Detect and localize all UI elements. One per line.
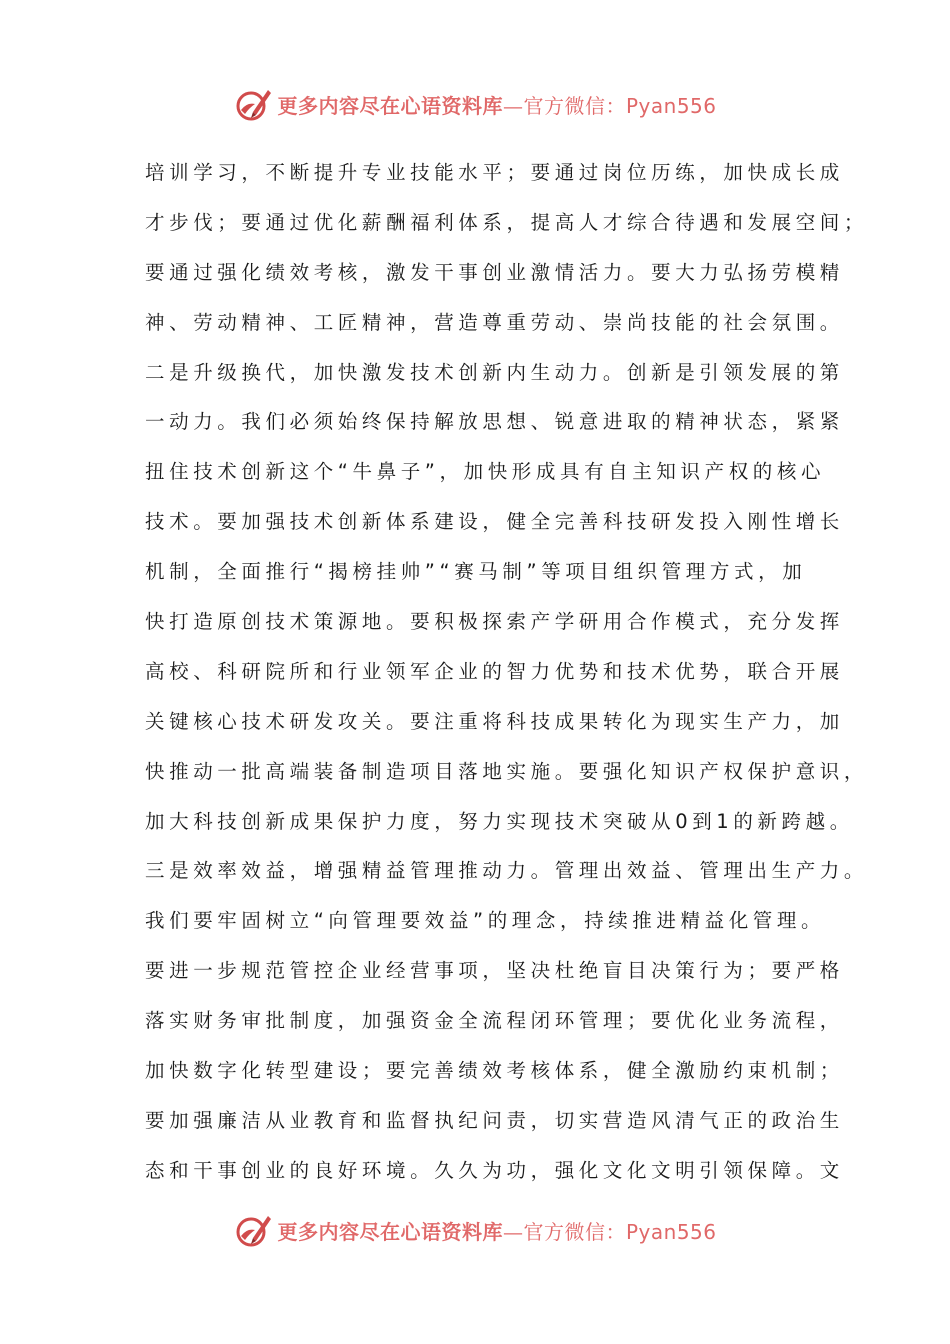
watermark-separator: —	[502, 1219, 524, 1244]
watermark-separator: —	[502, 93, 524, 118]
text-line: 我们要牢固树立“向管理要效益”的理念，持续推进精益化管理。	[145, 909, 826, 933]
text-line: 神、劳动精神、工匠精神，营造尊重劳动、崇尚技能的社会氛围。	[145, 310, 844, 334]
text-line: 培训学习，不断提升专业技能水平；要通过岗位历练，加快成长成	[145, 161, 844, 184]
watermark-handle: Pyan556	[625, 93, 717, 118]
watermark-brand: 更多内容尽在心语资料库	[277, 93, 503, 118]
text-line: 落实财务审批制度，加强资金全流程闭环管理；要优化业务流程，	[145, 1009, 844, 1033]
document-body	[145, 148, 869, 1196]
text-line: 三是效率效益，增强精益管理推动力。管理出效益、管理出生产力。	[145, 859, 869, 883]
text-line: 加大科技创新成果保护力度，努力实现技术突破从0到1的新跨越。	[145, 809, 854, 833]
footer-watermark	[0, 1208, 950, 1252]
watermark-handle: Pyan556	[625, 1219, 717, 1244]
text-line: 二是升级换代，加快激发技术创新内生动力。创新是引领发展的第	[145, 360, 844, 384]
text-line: 态和干事创业的良好环境。久久为功，强化文化文明引领保障。文	[145, 1158, 844, 1182]
text-line: 快打造原创技术策源地。要积极探索产学研用合作模式，充分发挥	[145, 610, 844, 634]
watermark-official: 官方微信：	[523, 93, 626, 118]
text-line: 要进一步规范管控企业经营事项，坚决杜绝盲目决策行为；要严格	[145, 959, 844, 983]
watermark-text	[277, 1216, 716, 1245]
text-line: 要通过强化绩效考核，激发干事创业激情活力。要大力弘扬劳模精	[145, 260, 844, 284]
watermark-text	[277, 90, 716, 119]
text-line: 高校、科研院所和行业领军企业的智力优势和技术优势，联合开展	[145, 659, 844, 683]
text-line: 技术。要加强技术创新体系建设，健全完善科技研发投入刚性增长	[145, 510, 844, 534]
text-line: 要加强廉洁从业教育和监督执纪问责，切实营造风清气正的政治生	[145, 1108, 844, 1132]
header-watermark	[0, 82, 950, 126]
text-line: 加快数字化转型建设；要完善绩效考核体系，健全激励约束机制；	[145, 1059, 844, 1083]
text-line: 才步伐；要通过优化薪酬福利体系，提高人才综合待遇和发展空间；	[145, 210, 869, 234]
text-line: 快推动一批高端装备制造项目落地实施。要强化知识产权保护意识，	[145, 759, 869, 783]
pen-logo-icon	[233, 1210, 273, 1250]
text-line: 关键核心技术研发攻关。要注重将科技成果转化为现实生产力，加	[145, 709, 844, 733]
text-line: 机制，全面推行“揭榜挂帅”“赛马制”等项目组织管理方式，加	[145, 560, 807, 584]
watermark-official: 官方微信：	[523, 1219, 626, 1244]
text-line: 一动力。我们必须始终保持解放思想、锐意进取的精神状态，紧紧	[145, 410, 844, 434]
text-line: 扭住技术创新这个“牛鼻子”，加快形成具有自主知识产权的核心	[145, 460, 826, 484]
watermark-brand: 更多内容尽在心语资料库	[277, 1219, 503, 1244]
pen-logo-icon	[233, 84, 273, 124]
